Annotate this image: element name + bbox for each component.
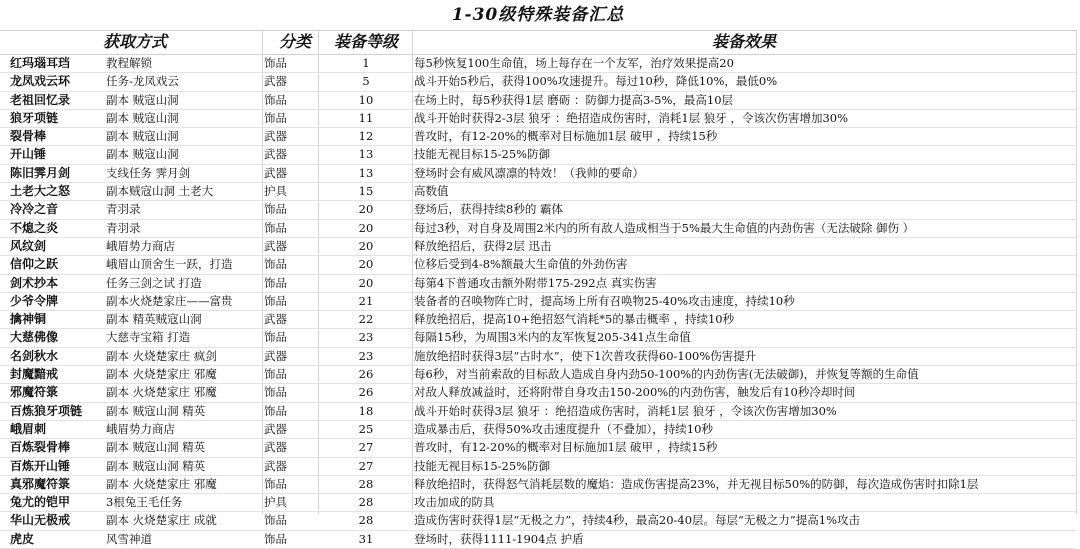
level-cell: 25 <box>358 421 374 436</box>
obtain-source: 副本 火烧楚家庄 邪魔 <box>106 385 217 400</box>
obtain-source: 任务-龙凤戏云 <box>106 74 179 89</box>
equipment-name: 陈旧霁月剑 <box>10 165 71 180</box>
effect-cell: 战斗开始5秒后，获得100%攻速提升。每过10秒，降低10%，最低0% <box>414 74 778 89</box>
equipment-name: 红玛瑙耳珰 <box>10 56 71 70</box>
level-cell: 20 <box>358 202 374 217</box>
table-row <box>0 476 1076 494</box>
equipment-name: 华山无极戒 <box>10 513 71 528</box>
table-row <box>0 183 1076 201</box>
header-level: 装备等级 <box>333 32 398 51</box>
level-cell: 23 <box>358 348 374 363</box>
obtain-source: 3根兔王毛任务 <box>106 495 183 510</box>
level-cell: 26 <box>358 367 374 382</box>
column-divider <box>1076 30 1077 514</box>
table-row <box>0 165 1076 183</box>
table-row <box>0 494 1076 512</box>
level-cell: 28 <box>358 495 374 510</box>
obtain-source: 副本 贼寇山洞 精英 <box>106 403 206 418</box>
table-row <box>0 329 1076 347</box>
table-row <box>0 311 1076 329</box>
effect-cell: 攻击加成的防具 <box>414 495 495 510</box>
table-header <box>0 30 1076 55</box>
equipment-name: 信仰之跃 <box>10 257 59 272</box>
table-row <box>0 146 1076 164</box>
effect-cell: 每6秒，对当前索敌的目标敌人造成自身内劲50-100%的内劲伤害(无法破御)，并恢复等额的生命值 <box>414 367 919 382</box>
obtain-source: 支线任务 霁月剑 <box>106 165 191 180</box>
equipment-name: 风纹剑 <box>10 238 47 253</box>
obtain-source: 副本 火烧楚家庄 成就 <box>106 513 217 528</box>
effect-cell: 普攻时，有12-20%的概率对目标施加1层 破甲 ，持续15秒 <box>414 129 718 144</box>
table-row <box>0 128 1076 146</box>
table-row <box>0 92 1076 110</box>
category-cell: 武器 <box>264 129 287 144</box>
effect-cell: 位移后受到4-8%额最大生命值的外劲伤害 <box>414 257 628 272</box>
category-cell: 护具 <box>264 184 287 199</box>
obtain-source: 峨眉势力商店 <box>106 421 175 436</box>
category-cell: 武器 <box>264 165 287 180</box>
level-cell: 18 <box>358 403 374 418</box>
category-cell: 饰品 <box>264 403 287 418</box>
effect-cell: 每第4下普通攻击额外附带175-292点 真实伤害 <box>414 275 657 290</box>
obtain-source: 青羽录 <box>106 202 141 217</box>
equipment-name: 名剑秋水 <box>10 348 59 363</box>
equipment-name: 老祖回忆录 <box>10 92 71 107</box>
level-cell: 22 <box>358 312 374 327</box>
effect-cell: 造成暴击后，获得50%攻击速度提升（不叠加），持续10秒 <box>414 421 713 436</box>
effect-cell: 登场后，获得持续8秒的 霸体 <box>414 202 563 217</box>
category-cell: 武器 <box>264 458 287 473</box>
obtain-source: 教程解锁 <box>106 56 152 70</box>
obtain-source: 风雪神道 <box>106 531 152 546</box>
effect-cell: 装备者的召唤物阵亡时，提高场上所有召唤物25-40%攻击速度，持续10秒 <box>414 293 795 308</box>
header-category: 分类 <box>278 32 311 51</box>
equipment-name: 虎皮 <box>10 531 35 546</box>
category-cell: 武器 <box>264 440 287 455</box>
effect-cell: 每隔15秒，为周围3米内的友军恢复205-341点生命值 <box>414 330 691 345</box>
category-cell: 饰品 <box>264 110 287 125</box>
category-cell: 饰品 <box>264 385 287 400</box>
category-cell: 武器 <box>264 238 287 253</box>
level-cell: 27 <box>358 440 374 455</box>
equipment-name: 不熄之炎 <box>10 220 59 235</box>
table-row <box>0 220 1076 238</box>
obtain-source: 副本 贼寇山洞 <box>106 110 179 125</box>
obtain-source: 副本 贼寇山洞 精英 <box>106 458 206 473</box>
effect-cell: 造成伤害时获得1层“无极之力”，持续4秒，最高20-40层。每层“无极之力”提高1%攻击 <box>414 513 861 528</box>
effect-cell: 技能无视目标15-25%防御 <box>414 147 551 162</box>
effect-cell: 释放绝招时，获得怒气消耗层数的魔焰：造成伤害提高23%，并无视目标50%的防御，每次造成伤害时扣除1层 <box>414 476 979 491</box>
equipment-name: 百炼狼牙项链 <box>10 403 83 418</box>
level-cell: 15 <box>358 184 374 199</box>
category-cell: 饰品 <box>264 220 287 235</box>
effect-cell: 施放绝招时获得3层“古时水”，使下1次普攻获得60-100%伤害提升 <box>414 348 757 363</box>
level-cell: 20 <box>358 220 374 235</box>
level-cell: 26 <box>358 385 374 400</box>
effect-cell: 每5秒恢复100生命值，场上每存在一个友军，治疗效果提高20 <box>414 56 734 70</box>
level-cell: 21 <box>358 293 374 308</box>
category-cell: 饰品 <box>264 330 287 345</box>
effect-cell: 技能无视目标15-25%防御 <box>414 458 551 473</box>
effect-cell: 释放绝招后，提高10+绝招怒气消耗*5的暴击概率 ，持续10秒 <box>414 312 735 327</box>
equipment-name: 剑术抄本 <box>10 275 59 290</box>
equipment-name: 擒神铜 <box>10 312 47 327</box>
level-cell: 13 <box>358 147 374 162</box>
header-obtain: 获取方式 <box>102 32 167 51</box>
equipment-name: 大慈佛像 <box>10 330 59 345</box>
table-row <box>0 201 1076 219</box>
obtain-source: 副本 火烧楚家庄 邪魔 <box>106 367 217 382</box>
effect-cell: 高数值 <box>414 184 449 199</box>
table-row <box>0 238 1076 256</box>
obtain-source: 副本 火烧楚家庄 邪魔 <box>106 476 217 491</box>
category-cell: 饰品 <box>264 293 287 308</box>
equipment-name: 开山锤 <box>10 147 47 162</box>
obtain-source: 副本火烧楚家庄——富贵 <box>106 293 233 308</box>
table-row <box>0 256 1076 274</box>
table-row <box>0 439 1076 457</box>
obtain-source: 峨眉山顶舍生一跃，打造 <box>106 257 233 272</box>
effect-cell: 对敌人释放减益时，还将附带自身攻击150-200%的内劲伤害，触发后有10秒冷却时间 <box>414 385 856 400</box>
level-cell: 23 <box>358 330 374 345</box>
table-row <box>0 512 1076 530</box>
effect-cell: 战斗开始时获得2-3层 狼牙 ：绝招造成伤害时，消耗1层 狼牙 ，令该次伤害增加30% <box>414 110 849 125</box>
category-cell: 武器 <box>264 348 287 363</box>
effect-cell: 登场时会有威风凛凛的特效！（我帅的要命） <box>414 165 644 180</box>
obtain-source: 任务三剑之试 打造 <box>106 275 202 290</box>
category-cell: 饰品 <box>264 531 287 546</box>
equipment-table <box>0 55 1076 549</box>
table-row <box>0 384 1076 402</box>
level-cell: 20 <box>358 275 374 290</box>
level-cell: 12 <box>358 129 374 144</box>
equipment-name: 土老大之怒 <box>10 184 71 199</box>
category-cell: 饰品 <box>264 92 287 107</box>
level-cell: 13 <box>358 165 374 180</box>
level-cell: 28 <box>358 513 374 528</box>
table-row <box>0 531 1076 549</box>
equipment-name: 龙凤戏云环 <box>10 74 71 89</box>
level-cell: 10 <box>358 92 374 107</box>
category-cell: 饰品 <box>264 56 287 70</box>
level-cell: 31 <box>358 531 374 546</box>
category-cell: 护具 <box>264 495 287 510</box>
table-row <box>0 275 1076 293</box>
effect-cell: 登场时，获得1111-1904点 护盾 <box>414 531 584 546</box>
category-cell: 武器 <box>264 74 287 89</box>
level-cell: 5 <box>362 74 370 89</box>
category-cell: 武器 <box>264 421 287 436</box>
obtain-source: 大慈寺宝箱 打造 <box>106 330 191 345</box>
equipment-name: 百炼开山锤 <box>10 458 71 473</box>
equipment-name: 冷冷之音 <box>10 202 59 217</box>
category-cell: 饰品 <box>264 513 287 528</box>
table-row <box>0 366 1076 384</box>
page-title: 1-30级特殊装备汇总 <box>0 0 1076 31</box>
equipment-name: 裂骨棒 <box>10 129 47 144</box>
obtain-source: 副本 贼寇山洞 精英 <box>106 440 206 455</box>
effect-cell: 普攻时，有12-20%的概率对目标施加1层 破甲 ，持续15秒 <box>414 440 718 455</box>
obtain-source: 副本 火烧楚家庄 疯剑 <box>106 348 217 363</box>
level-cell: 1 <box>362 56 370 70</box>
table-row <box>0 110 1076 128</box>
obtain-source: 副本 贼寇山洞 <box>106 147 179 162</box>
level-cell: 28 <box>358 476 374 491</box>
table-row <box>0 348 1076 366</box>
obtain-source: 青羽录 <box>106 220 141 235</box>
category-cell: 武器 <box>264 312 287 327</box>
category-cell: 饰品 <box>264 275 287 290</box>
obtain-source: 峨眉势力商店 <box>106 238 175 253</box>
table-row <box>0 458 1076 476</box>
level-cell: 27 <box>358 458 374 473</box>
effect-cell: 每过3秒，对自身及周围2米内的所有敌人造成相当于5%最大生命值的内劲伤害（无法破除 御伤 ） <box>414 220 915 235</box>
header-effect: 装备效果 <box>711 32 776 51</box>
equipment-name: 邪魔符箓 <box>10 385 59 400</box>
equipment-name: 狼牙项链 <box>10 110 59 125</box>
equipment-name: 兔尤的铠甲 <box>10 495 71 510</box>
category-cell: 饰品 <box>264 202 287 217</box>
effect-cell: 释放绝招后，获得2层 迅击 <box>414 238 552 253</box>
level-cell: 11 <box>358 110 374 125</box>
level-cell: 20 <box>358 238 374 253</box>
category-cell: 武器 <box>264 147 287 162</box>
effect-cell: 在场上时，每5秒获得1层 磨砺 ：防御力提高3-5%，最高10层 <box>414 92 734 107</box>
obtain-source: 副本 贼寇山洞 <box>106 92 179 107</box>
table-row <box>0 55 1076 73</box>
obtain-source: 副本贼寇山洞 土老大 <box>106 184 214 199</box>
equipment-name: 封魔黯戒 <box>10 367 59 382</box>
equipment-name: 少爷令牌 <box>10 293 59 308</box>
table-row <box>0 403 1076 421</box>
equipment-name: 百炼裂骨棒 <box>10 440 71 455</box>
obtain-source: 副本 精英贼寇山洞 <box>106 312 202 327</box>
effect-cell: 战斗开始时获得3层 狼牙 ：绝招造成伤害时，消耗1层 狼牙 ，令该次伤害增加30% <box>414 403 837 418</box>
category-cell: 饰品 <box>264 367 287 382</box>
equipment-name: 真邪魔符箓 <box>10 476 71 491</box>
table-row <box>0 73 1076 91</box>
table-row <box>0 421 1076 439</box>
category-cell: 饰品 <box>264 257 287 272</box>
obtain-source: 副本 贼寇山洞 <box>106 129 179 144</box>
table-row <box>0 293 1076 311</box>
category-cell: 饰品 <box>264 476 287 491</box>
equipment-name: 峨眉刺 <box>10 421 47 436</box>
level-cell: 20 <box>358 257 374 272</box>
